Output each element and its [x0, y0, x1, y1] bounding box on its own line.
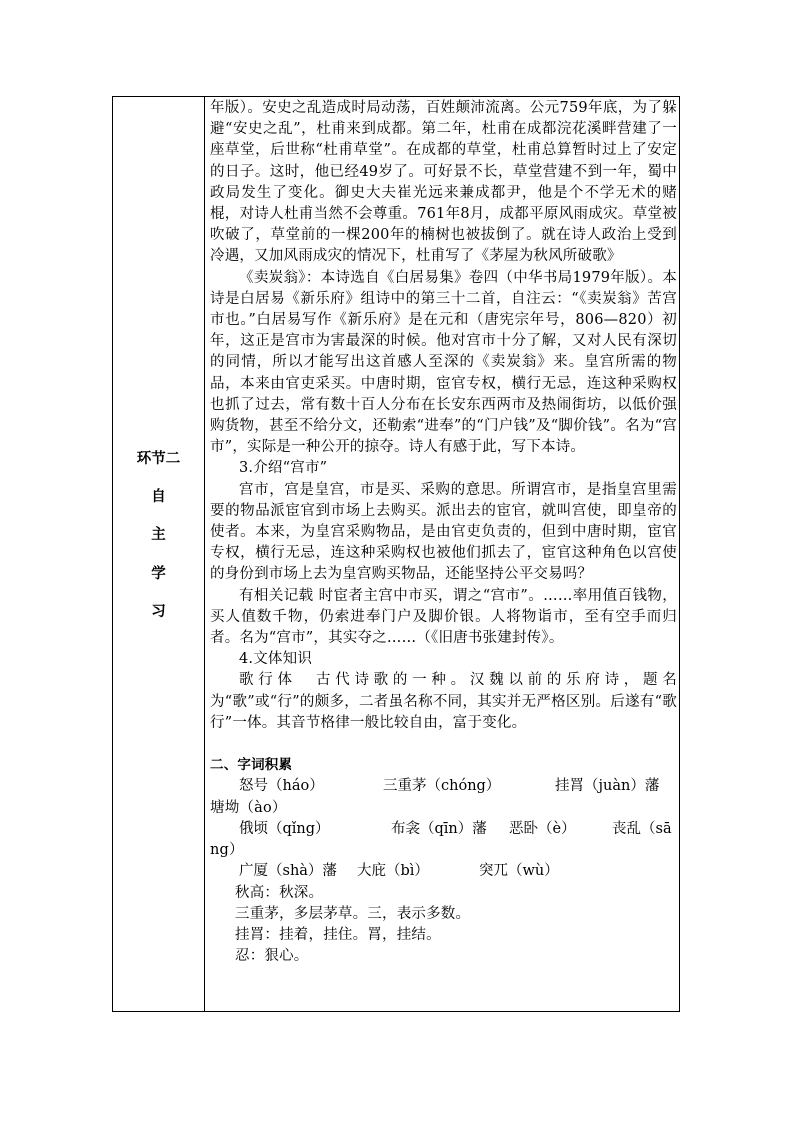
vocab-def: 秋高：秋深。: [235, 884, 324, 901]
section-char-3: 学: [151, 565, 166, 582]
vocab-row-3: [210, 861, 677, 882]
vocab-item: 怒号（háo）: [239, 778, 324, 795]
paragraph-gongshi: 宫市，宫是皇宫，市是买、采购的意思。所谓宫市，是指皇宫里需要的物品派宦官到市场上去购买。派出去的宦官，就叫宫使，即皇帝的使者。本来，为皇宫采购物品，是由官吏负责的，但到中唐时期，宦官专权，横行无忌，连这种采购权也被他们抓去了，宦官这种角色以宫使的身份到市场上去为皇宫购买物品，还能坚持公平交易吗？: [210, 481, 677, 583]
section-label: [113, 452, 204, 644]
vocab-item: 广厦（shà）藩: [239, 863, 337, 880]
vocab-item: 布衾（qīn）藩: [391, 820, 487, 837]
section-cell: [113, 97, 205, 1011]
vocab-item: 三重茅（chóng）: [383, 778, 501, 795]
paragraph-dufu-background: 年版）。安史之乱造成时局动荡，百姓颠沛流离。公元759年底，为了躲避“安史之乱”，杜甫来到成都。第二年，杜甫在成都浣花溪畔营建了一座草堂，后世称“杜甫草堂”。在成都的草堂，杜甫总算暂时过上了安定的日子。这时，他已经49岁了。可好景不长，草堂营建不到一年，蜀中政局发生了变化。御史大夫崔光远来兼成都尹，他是个不学无术的赌棍，对诗人杜甫当然不会尊重。761年8月，成都平原风雨成灾。草堂被吹破了，草堂前的一棵200年的楠树也被拔倒了。就在诗人政治上受到冷遇，又加风雨成灾的情况下，杜甫写了《茅屋为秋风所破歌》: [210, 100, 677, 265]
vocab-item: 俄顷（qǐng）: [239, 820, 330, 837]
vocab-def: 三重茅，多层茅草。三，表示多数。: [235, 905, 471, 922]
heading-gongshi: 3.介绍“宫市”: [239, 460, 328, 477]
vocab-item: 恶卧（è）: [509, 820, 576, 837]
vocab-item: 突兀（wù）: [479, 863, 559, 880]
vocab-row-1-cont: 塘坳（ào）: [210, 799, 287, 816]
heading-vocab: 二、字词积累: [210, 757, 293, 774]
content-table: [112, 96, 680, 1012]
heading-genre: 4.文体知识: [239, 651, 313, 668]
section-char-4: 习: [151, 604, 166, 620]
vocab-item: 大庇（bì）: [357, 863, 429, 880]
section-char-2: 主: [151, 527, 166, 543]
section-title: 环节二: [136, 451, 181, 467]
vocab-row-1: [210, 776, 677, 797]
vocab-row-2: [210, 819, 677, 840]
vocab-def: 挂罥：挂着，挂住。罥，挂结。: [235, 926, 441, 943]
vocab-item: 丧乱（sā: [612, 820, 672, 837]
paragraph-genre: 歌行体 古代诗歌的一种。汉魏以前的乐府诗，题名为“歌”或“行”的颇多，二者虽名称不同，其实并无严格区别。后遂有“歌行”一体。其音节格律一般比较自由，富于变化。: [210, 672, 677, 731]
section-char-1: 自: [151, 488, 166, 505]
paragraph-maitanweng: 《卖炭翁》：本诗选自《白居易集》卷四（中华书局1979年版）。本诗是白居易《新乐府》组诗中的第三十二首，自注云：“《卖炭翁》苦宫市也。”白居易写作《新乐府》是在元和（唐宪宗年号，806—820）初年，这正是宫市为害最深的时候。他对宫市十分了解，又对人民有深切的同情，所以才能写出这首感人至深的《卖炭翁》来。皇宫所需的物品，本来由官吏采买。中唐时期，宦官专权，横行无忌，连这种采购权也抓了过去，常有数十百人分布在长安东西两市及热闹街坊，以低价强购货物，甚至不给分文，还勒索“进奉”的“门户钱”及“脚价钱”。名为“宫市”，实际是一种公开的掠夺。诗人有感于此，写下本诗。: [210, 269, 677, 456]
content-cell: [205, 97, 679, 1011]
vocab-def: 忍：狠心。: [235, 948, 309, 965]
paragraph-record: 有相关记载 时宦者主宫中市买，谓之“宫市”。……率用值百钱物，买人值数千物，仍索进奉门户及脚价银。人将物诣市，至有空手而归者。名为“宫市”，其实夺之……（《旧唐书张建封传》。: [210, 587, 677, 647]
vocab-row-2-cont: ng）: [210, 842, 244, 859]
vocab-item: 挂罥（juàn）藩: [555, 778, 660, 795]
spacer: [210, 734, 677, 755]
